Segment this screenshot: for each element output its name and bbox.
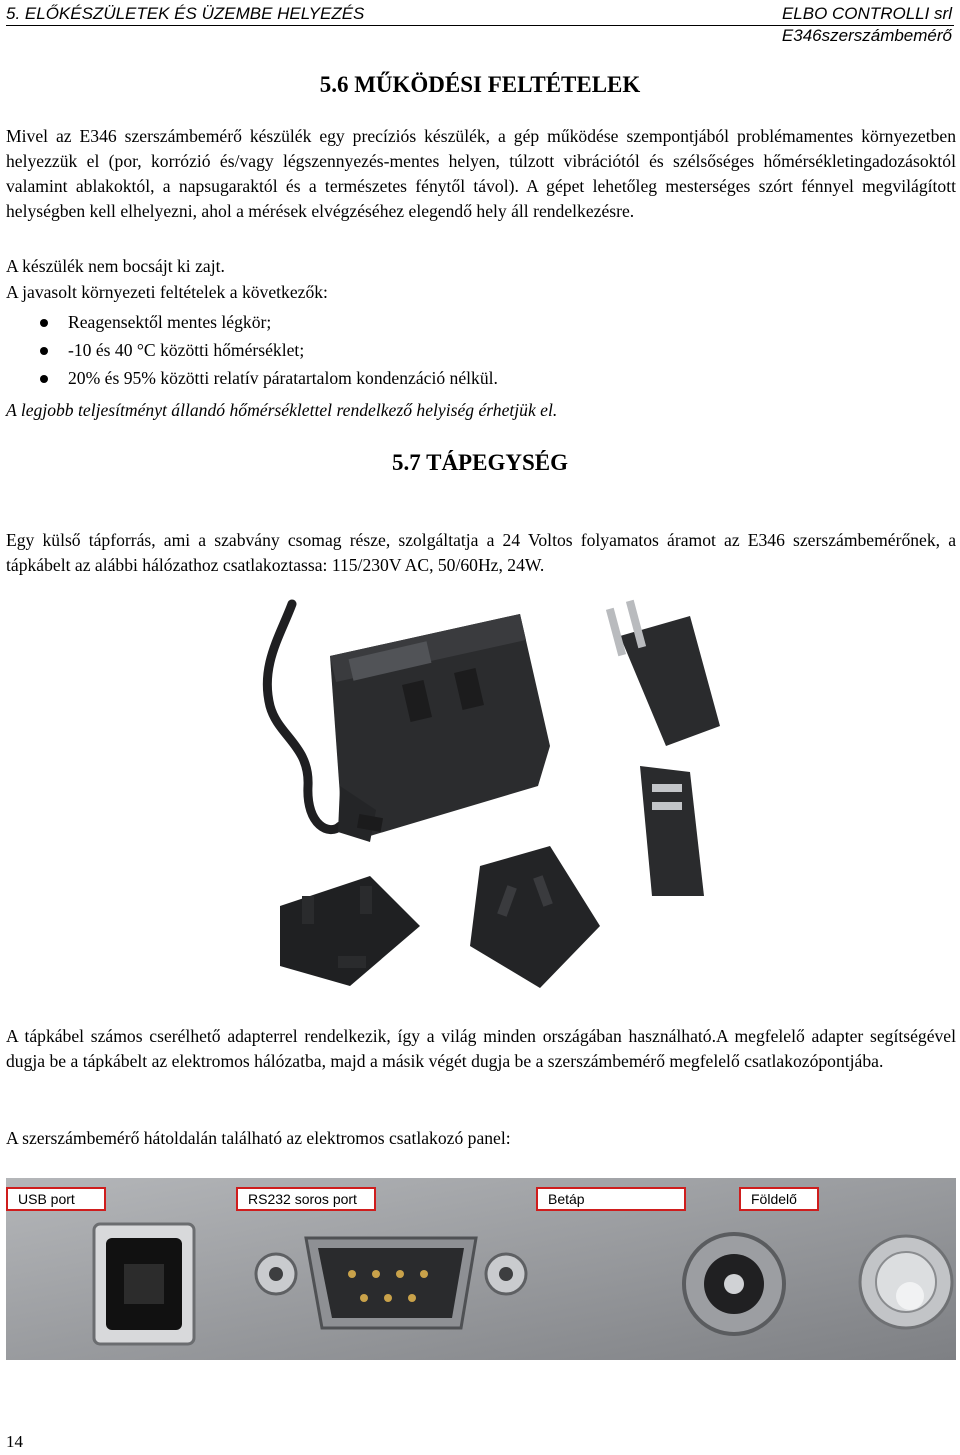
paragraph-adapters: A tápkábel számos cserélhető adapterrel rendelkezik, így a világ minden országában használható.A megfelelő adapter segítségével dugja be a tápkábelt az elektromos hálózatba, majd a másik végét dugja be a szerszámbemérő megfelelő csatlakozópontjába. bbox=[6, 1026, 956, 1071]
paragraph-noise: A készülék nem bocsájt ki zajt. bbox=[6, 256, 225, 276]
list-item-condition-2: -10 és 40 °C közötti hőmérséklet; bbox=[68, 338, 304, 363]
page-header bbox=[0, 0, 960, 48]
connector-panel-photo bbox=[6, 1178, 956, 1360]
list-item-condition-1: Reagensektől mentes légkör; bbox=[68, 310, 271, 335]
paragraph-environment: Mivel az E346 szerszámbemérő készülék egy precíziós készülék, a gép működése szempontjából problémamentes környezetben helyezzük el (por, korrózió és/vagy légszennyezés-mentes helyen, túlzott vibrációtól és szélsőséges hőmérsékletingadozásoktól valamint ablakoktól, a napsugaraktól és a természetes fénytől távol). A gépet lehetőleg mesterséges szórt fénnyel megvilágított helységben kell elhelyezni, ahol a mérések elvégzéséhez elegendő hely áll rendelkezésre. bbox=[6, 126, 956, 221]
paragraph-power-spec: Egy külső tápforrás, ami a szabvány csomag része, szolgáltatja a 24 Voltos folyamatos áramot az E346 szerszámbemérőnek, a tápkábelt az alábbi hálózathoz csatlakoztassa: 115/230V AC, 50/60Hz, 24W. bbox=[6, 530, 956, 575]
list-item-condition-3: 20% és 95% közötti relatív páratartalom kondenzáció nélkül. bbox=[68, 366, 498, 391]
label-rs232-port: RS232 soros port bbox=[236, 1187, 376, 1211]
paragraph-connector-panel: A szerszámbemérő hátoldalán található az elektromos csatlakozó panel: bbox=[6, 1128, 511, 1148]
header-chapter: 5. ELŐKÉSZÜLETEK ÉS ÜZEMBE HELYEZÉS bbox=[6, 4, 365, 23]
section-title-operating-conditions: 5.6 MŰKÖDÉSI FELTÉTELEK bbox=[319, 72, 641, 97]
bullet-icon bbox=[40, 375, 48, 383]
power-adapter-photo bbox=[220, 596, 740, 996]
page-number: 14 bbox=[6, 1432, 23, 1451]
label-ground: Földelő bbox=[739, 1187, 819, 1211]
bullet-icon bbox=[40, 319, 48, 327]
bullet-icon bbox=[40, 347, 48, 355]
label-usb-port: USB port bbox=[6, 1187, 106, 1211]
note-best-performance: A legjobb teljesítményt állandó hőmérséklettel rendelkező helyiség érhetjük el. bbox=[6, 400, 558, 420]
label-power-input: Betáp bbox=[536, 1187, 686, 1211]
section-title-power-supply: 5.7 TÁPEGYSÉG bbox=[392, 450, 568, 475]
paragraph-conditions-intro: A javasolt környezeti feltételek a következők: bbox=[6, 282, 328, 302]
header-product: E346szerszámbemérő bbox=[781, 26, 952, 45]
header-company: ELBO CONTROLLI srl bbox=[781, 4, 952, 23]
